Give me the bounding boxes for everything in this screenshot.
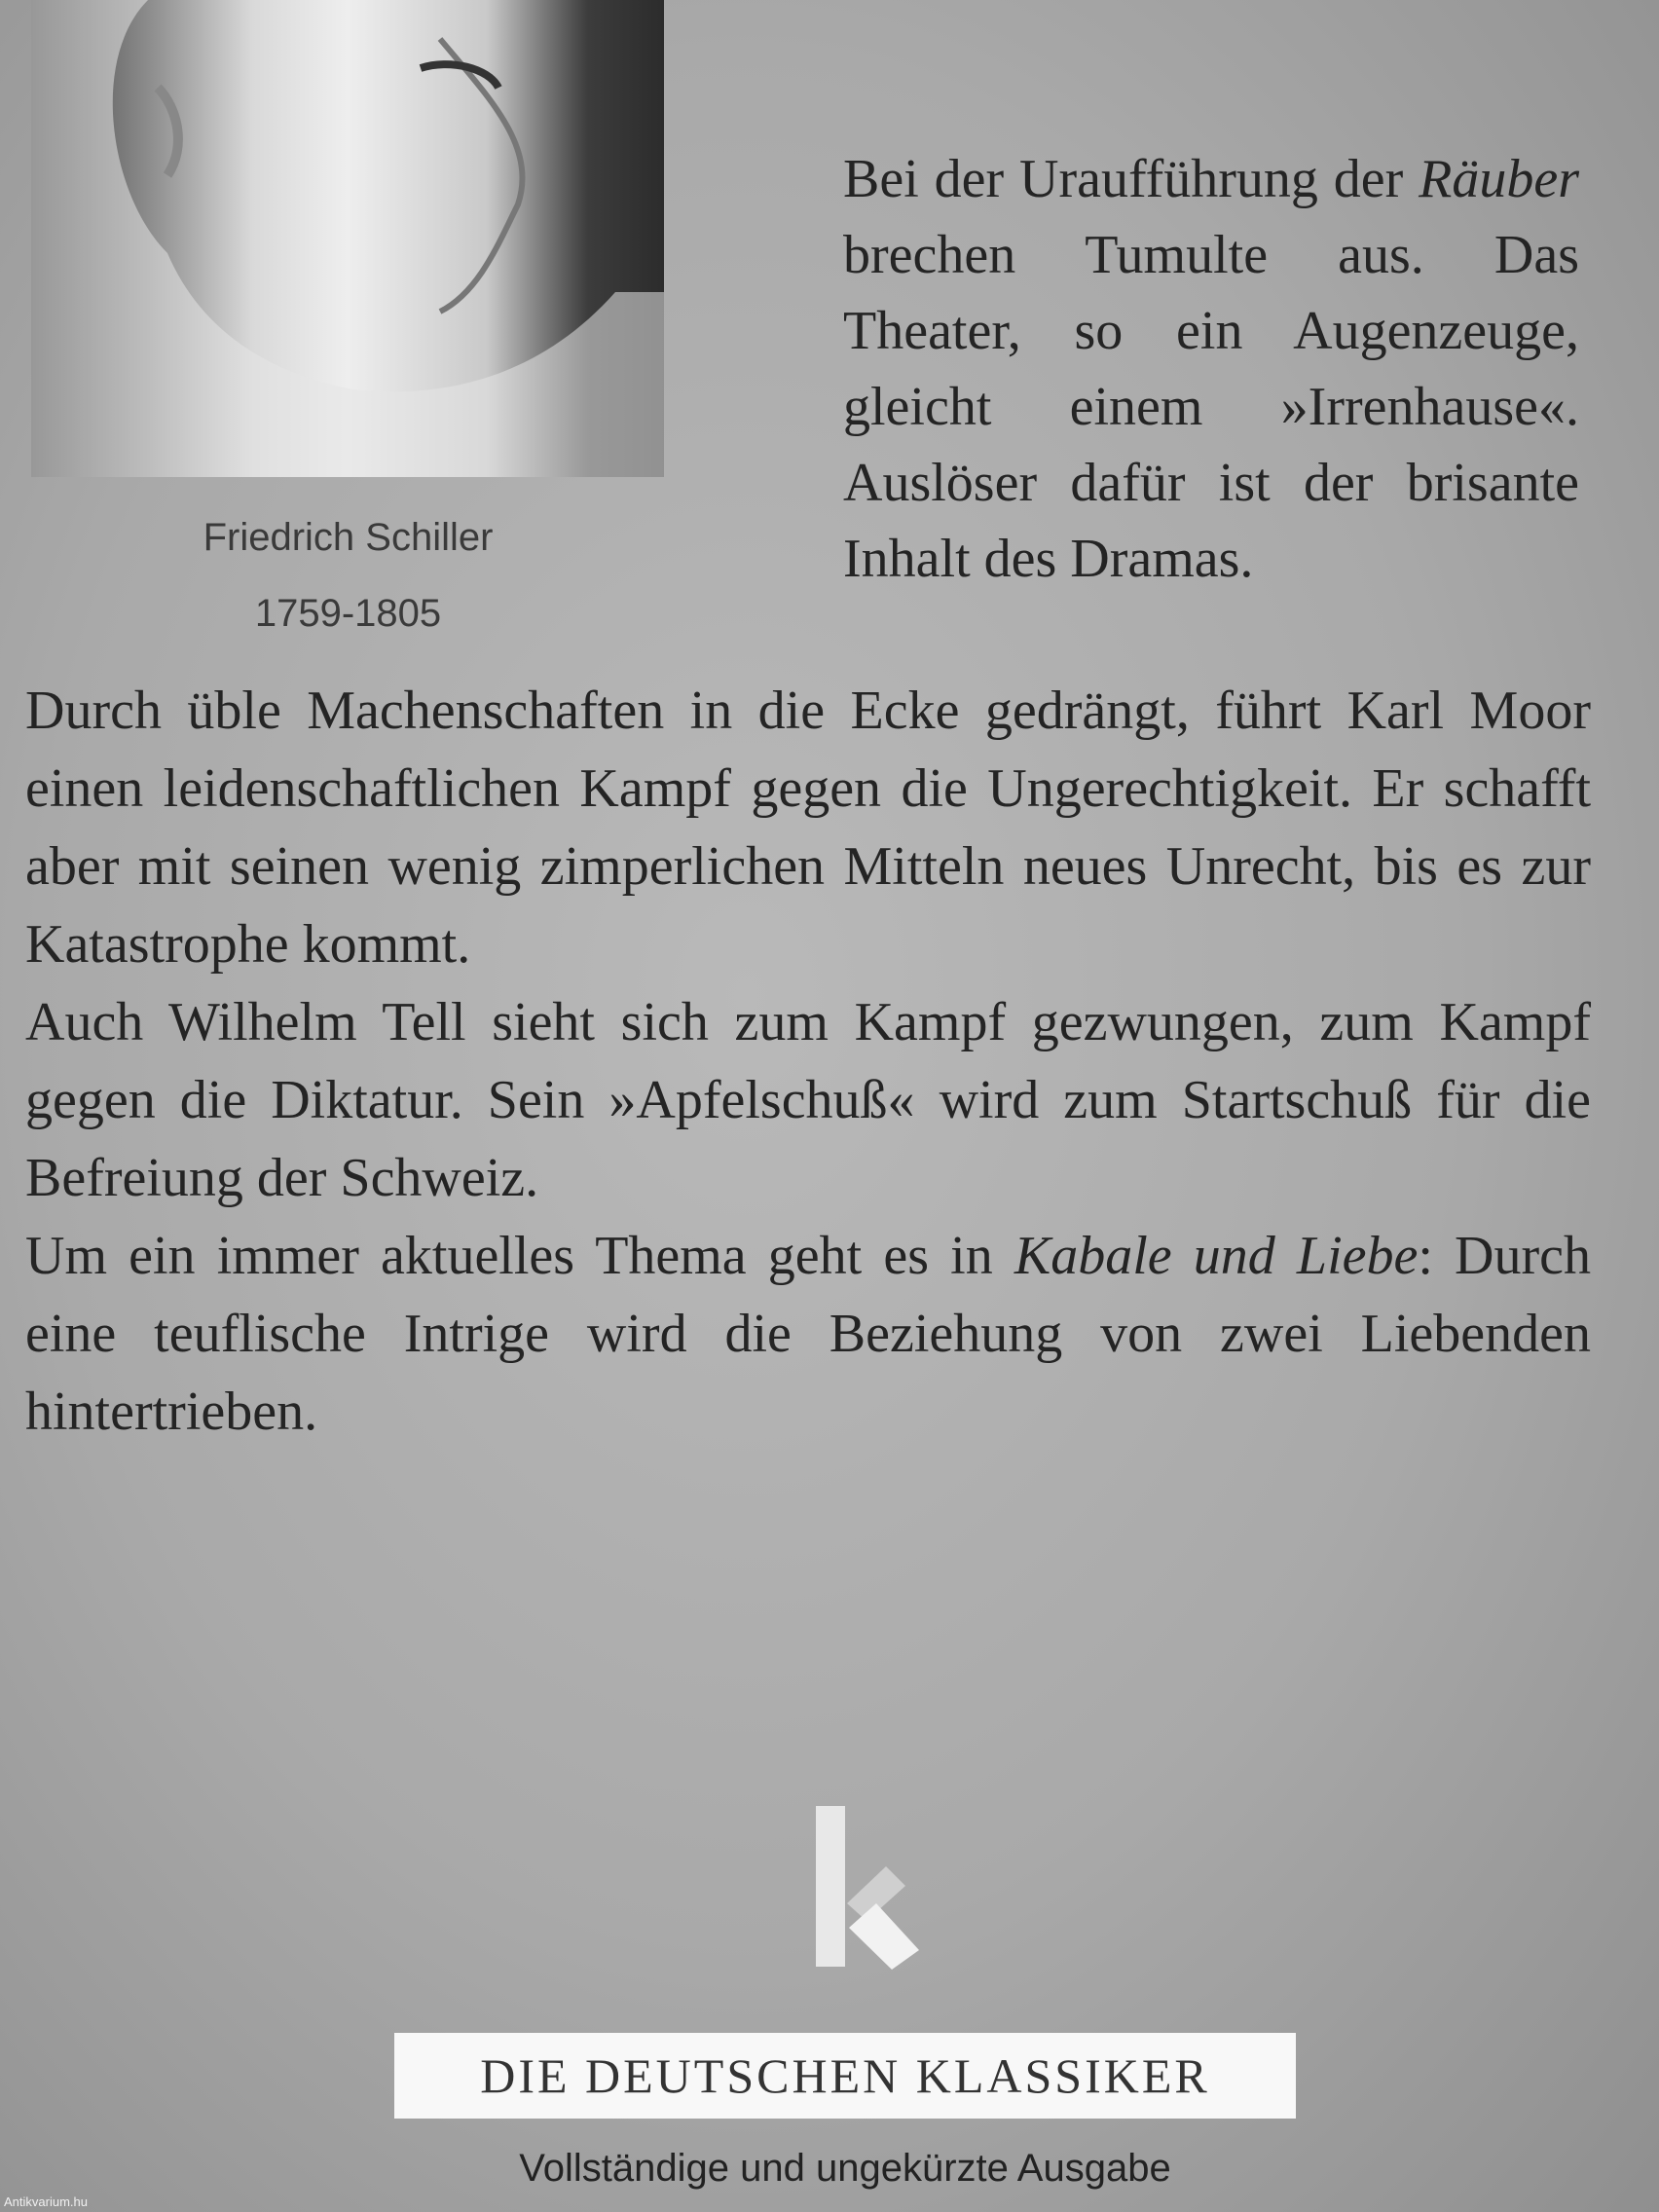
publisher-logo	[810, 1806, 927, 1972]
portrait-silhouette	[31, 0, 664, 477]
watermark: Antikvarium.hu	[4, 2194, 88, 2209]
intro-paragraph	[843, 141, 1579, 597]
intro-text-end: brechen Tumulte aus. Das Theater, so ein Augenzeuge, gleicht einem »Irrenhause«. Auslöser dafür ist der brisante Inhalt des Dramas.	[843, 225, 1579, 589]
intro-title-italic: Räuber	[1419, 149, 1579, 209]
paragraph-raeuber: Durch üble Machenschaften in die Ecke gedrängt, führt Karl Moor einen leidenschaftlichen Kampf gegen die Ungerechtigkeit. Er schafft aber mit seinen wenig zimperlichen Mitteln neues Unrecht, bis es zur Katastrophe kommt.	[25, 681, 1591, 975]
author-portrait	[31, 0, 664, 477]
kabale-text-start: Um ein immer aktuelles Thema geht es in	[25, 1226, 1014, 1286]
kabale-title-italic: Kabale und Liebe	[1014, 1226, 1419, 1286]
portrait-caption-name: Friedrich Schiller	[203, 516, 494, 559]
portrait-caption-years: 1759-1805	[254, 592, 442, 635]
edition-note: Vollständige und ungekürzte Ausgabe	[519, 2147, 1171, 2190]
kabale-text-end: : Durch eine teuflische Intrige wird die Beziehung von zwei Liebenden hintertrieben.	[25, 1226, 1591, 1442]
paragraph-tell: Auch Wilhelm Tell sieht sich zum Kampf gezwungen, zum Kampf gegen die Diktatur. Sein »Apfelschuß« wird zum Startschuß für die Befreiung der Schweiz.	[25, 992, 1591, 1208]
description-text	[25, 672, 1591, 1451]
paragraph-kabale	[25, 1217, 1591, 1451]
series-title-box	[394, 2033, 1296, 2119]
series-title: DIE DEUTSCHEN KLASSIKER	[480, 2048, 1210, 2103]
intro-text-start: Bei der Uraufführung der	[843, 149, 1419, 209]
